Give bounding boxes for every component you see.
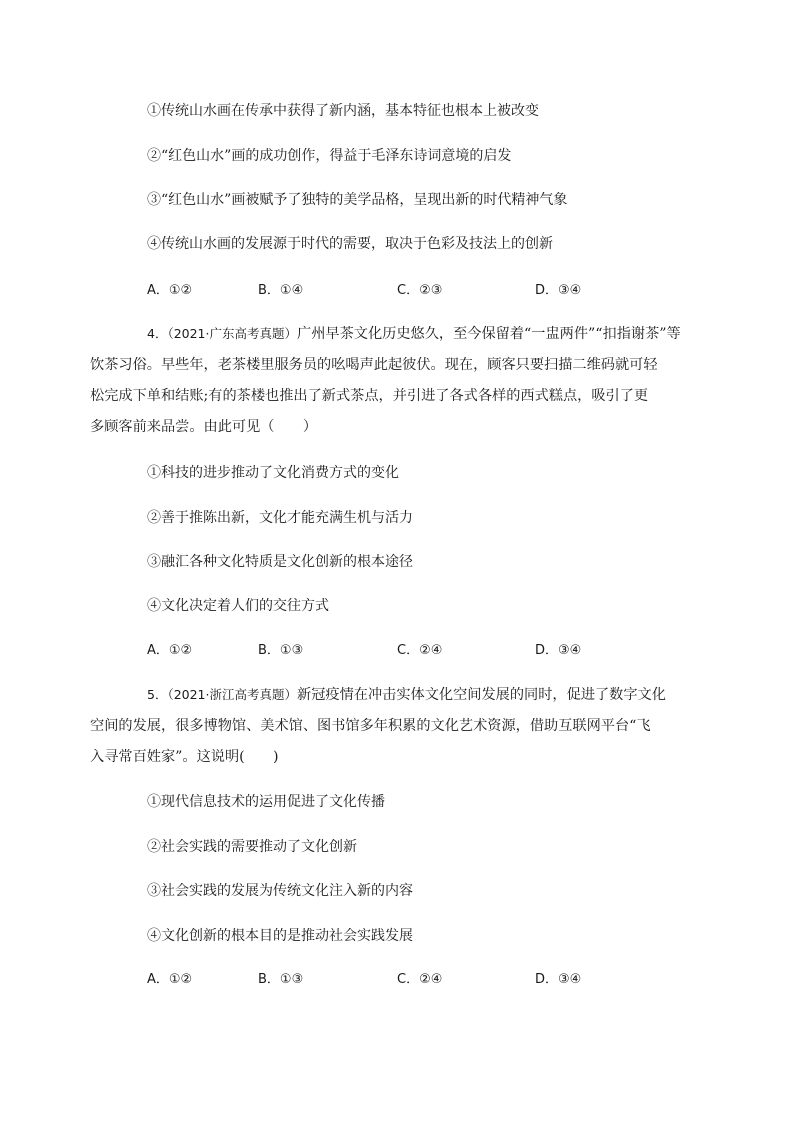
q3-option-1: ①传统山水画在传承中获得了新内涵，基本特征也根本上被改变 [147,103,539,119]
q5-choice-b: B．①③ [258,972,304,987]
q4-stem-line-4: 多顾客前来品尝。由此可见（ ） [90,419,318,435]
q5-source: （2021·浙江高考真题） [167,687,297,702]
q5-choice-a: A．①② [147,972,193,987]
q3-option-4: ④传统山水画的发展源于时代的需要，取决于色彩及技法上的创新 [147,236,553,252]
q5-choice-d: D．③④ [535,972,582,987]
q4-option-3: ③融汇各种文化特质是文化创新的根本途径 [147,554,413,570]
q4-source: （2021·广东高考真题） [167,326,297,341]
q3-option-3: ③“红色山水”画被赋予了独特的美学品格，呈现出新的时代精神气象 [147,192,568,208]
q5-option-1: ①现代信息技术的运用促进了文化传播 [147,794,385,810]
q4-choice-b: B．①③ [258,643,304,658]
q4-option-1: ①科技的进步推动了文化消费方式的变化 [147,465,399,481]
q5-stem-text-1: 新冠疫情在冲击实体文化空间发展的同时，促进了数字文化 [297,687,666,703]
q5-stem-line-2: 空间的发展，很多博物馆、美术馆、图书馆多年积累的文化艺术资源，借助互联网平台“飞 [90,718,651,734]
q5-option-4: ④文化创新的根本目的是推动社会实践发展 [147,928,413,944]
q4-choice-a: A．①② [147,643,193,658]
q5-stem-line-1 [147,685,666,705]
q5-option-2: ②社会实践的需要推动了文化创新 [147,839,357,855]
q3-choice-c: C．②③ [397,283,443,298]
q4-choice-d: D．③④ [535,643,582,658]
q3-option-2: ②“红色山水”画的成功创作，得益于毛泽东诗词意境的启发 [147,148,512,164]
q5-choice-c: C．②④ [397,972,443,987]
q3-choice-a: A．①② [147,283,193,298]
q5-answer-choices [147,970,667,990]
q5-stem-line-3: 入寻常百姓家”。这说明( ) [90,749,279,765]
q3-choice-d: D．③④ [535,283,582,298]
q3-answer-choices [147,281,667,301]
q4-answer-choices [147,641,667,661]
q4-stem-line-3: 松完成下单和结账;有的茶楼也推出了新式茶点，并引进了各式各样的西式糕点，吸引了更 [90,388,649,404]
q5-number: 5． [147,687,168,702]
q3-choice-b: B．①④ [258,283,304,298]
q4-option-4: ④文化决定着人们的交往方式 [147,598,329,614]
q4-stem-line-2: 饮茶习俗。早些年，老茶楼里服务员的吆喝声此起彼伏。现在，顾客只要扫描二维码就可轻 [90,357,658,373]
q4-stem-text-1: 广州早茶文化历史悠久，至今保留着“一盅两件”“扣指谢茶”等 [297,326,681,342]
q4-stem-line-1 [147,324,681,344]
q4-number: 4． [147,326,168,341]
q4-option-2: ②善于推陈出新，文化才能充满生机与活力 [147,510,413,526]
q5-option-3: ③社会实践的发展为传统文化注入新的内容 [147,883,413,899]
q4-choice-c: C．②④ [397,643,443,658]
